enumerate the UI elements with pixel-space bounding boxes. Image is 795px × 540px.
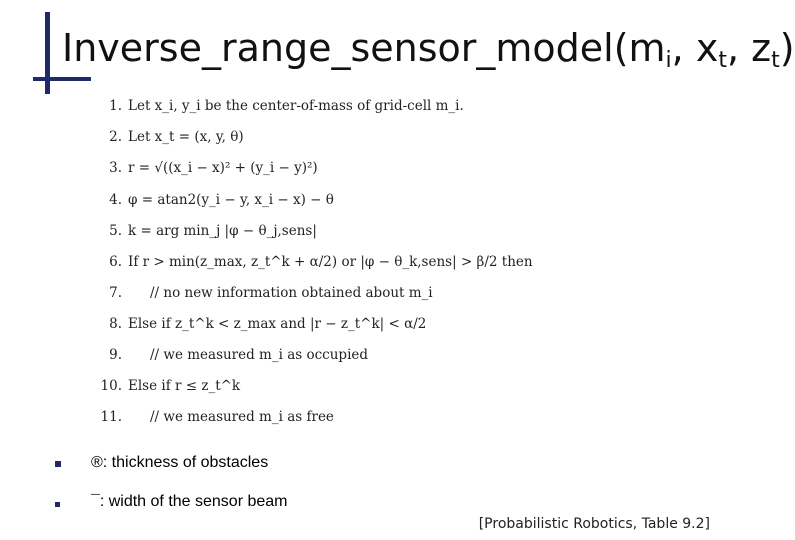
line-text: k = arg min_j |φ − θ_j,sens| bbox=[128, 223, 317, 239]
algo-line-5 bbox=[100, 223, 317, 245]
algo-line-7 bbox=[100, 285, 433, 307]
line-number: 8. bbox=[109, 316, 122, 332]
line-number: 6. bbox=[109, 254, 122, 270]
title-sub-i: i bbox=[665, 48, 672, 73]
algo-line-2 bbox=[100, 129, 244, 151]
line-number: 3. bbox=[109, 160, 122, 176]
line-text: Let x_t = (x, y, θ) bbox=[128, 129, 244, 145]
title-accent-underline bbox=[33, 77, 91, 81]
title-mid-x: , x bbox=[671, 26, 719, 70]
line-text: Else if r ≤ z_t^k bbox=[128, 378, 241, 394]
algo-line-11 bbox=[100, 409, 334, 431]
line-text: // no new information obtained about m_i bbox=[150, 285, 433, 301]
bullet-text: ¯: width of the sensor beam bbox=[91, 493, 288, 510]
line-text: If r > min(z_max, z_t^k + α/2) or |φ − θ_k,sens| > β/2 then bbox=[128, 254, 533, 270]
line-text: Else if z_t^k < z_max and |r − z_t^k| < α/2 bbox=[128, 316, 427, 332]
title-accent-bar bbox=[45, 12, 50, 94]
line-number: 9. bbox=[109, 347, 122, 363]
bullet-text: ®: thickness of obstacles bbox=[91, 454, 269, 471]
citation: [Probabilistic Robotics, Table 9.2] bbox=[478, 516, 710, 532]
algo-line-10 bbox=[100, 378, 240, 400]
algo-line-6 bbox=[100, 254, 533, 276]
line-number: 5. bbox=[109, 223, 122, 239]
line-number: 11. bbox=[100, 409, 122, 425]
algo-line-3 bbox=[100, 160, 318, 182]
line-number: 4. bbox=[109, 192, 122, 208]
bullet-square-icon bbox=[55, 502, 60, 507]
algo-line-4 bbox=[100, 192, 334, 214]
title-sub-t: t bbox=[718, 48, 727, 73]
title-mid-z: , z bbox=[726, 26, 772, 70]
line-number: 1. bbox=[109, 98, 122, 114]
line-text: // we measured m_i as occupied bbox=[150, 347, 369, 363]
line-text: Let x_i, y_i be the center-of-mass of grid-cell m_i. bbox=[128, 98, 464, 114]
line-number: 7. bbox=[109, 285, 122, 301]
title-sub-t2: t bbox=[771, 48, 780, 73]
algo-line-9 bbox=[100, 347, 368, 369]
line-number: 2. bbox=[109, 129, 122, 145]
line-text: // we measured m_i as free bbox=[150, 409, 334, 425]
line-text: φ = atan2(y_i − y, x_i − x) − θ bbox=[128, 192, 334, 208]
line-number: 10. bbox=[100, 378, 122, 394]
title-end: ) bbox=[779, 26, 795, 70]
page-title bbox=[62, 26, 795, 73]
algo-line-1 bbox=[100, 98, 464, 120]
title-main: Inverse_range_sensor_model(m bbox=[62, 26, 666, 70]
bullet-square-icon bbox=[55, 461, 61, 467]
line-text: r = √((x_i − x)² + (y_i − y)²) bbox=[128, 160, 318, 176]
algo-line-8 bbox=[100, 316, 426, 338]
